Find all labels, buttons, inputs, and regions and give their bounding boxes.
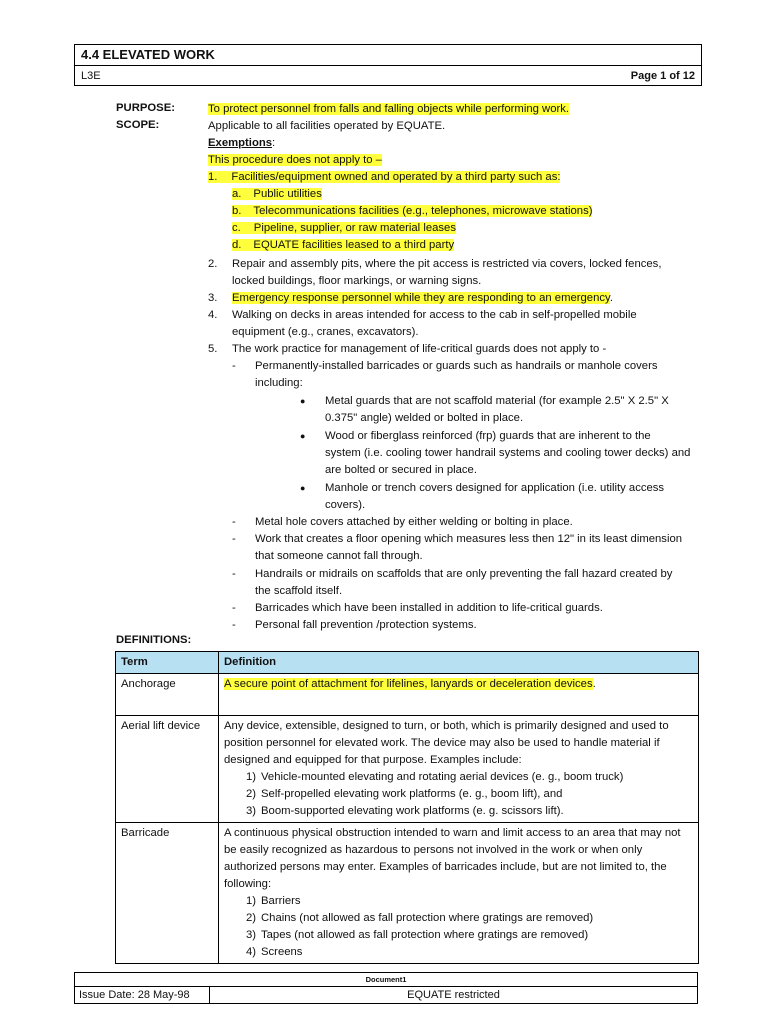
term-aerial-lift: Aerial lift device — [116, 716, 219, 823]
bullet-2-line3: are bolted or secured in place. — [325, 464, 477, 476]
bullet-1-line1: Metal guards that are not scaffold material (for example 2.5" X 2.5" X — [325, 395, 669, 407]
not-apply-text: This procedure does not apply to – — [208, 154, 382, 166]
bullet-icon: ● — [300, 396, 306, 406]
dash-symbol: - — [232, 516, 236, 528]
item-2-line2: locked buildings, floor markings, or warning signs. — [232, 275, 482, 287]
document-header — [74, 44, 702, 86]
bullet-2-line1: Wood or fiberglass reinforced (frp) guards that are inherent to the — [325, 430, 651, 442]
dash-symbol: - — [232, 568, 236, 580]
definition-barricade: A continuous physical obstruction intended to warn and limit access to an area that may not be easily recognized as hazardous to persons not involved in the work or when only authorized persons may enter. Examples of barricades include, but are not limited to, the following: — [224, 827, 681, 890]
definitions-table — [115, 651, 699, 964]
scope-text: Applicable to all facilities operated by EQUATE. — [208, 120, 446, 132]
term-barricade: Barricade — [116, 823, 219, 964]
sub-item-a: a. Public utilities — [232, 188, 322, 200]
purpose-label: PURPOSE: — [116, 102, 176, 114]
bullet-3-line1: Manhole or trench covers designed for application (i.e. utility access — [325, 482, 665, 494]
list-item: 2) Self-propelled elevating work platforms (e. g., boom lift), and — [246, 788, 563, 800]
item-2-line1: Repair and assembly pits, where the pit access is restricted via covers, locked fences, — [232, 258, 662, 270]
column-header-definition: Definition — [219, 652, 699, 674]
table-row — [116, 716, 699, 823]
dash-3-line2: that someone cannot fall through. — [255, 550, 423, 562]
list-item: 1) Barriers — [246, 895, 301, 907]
table-header-row — [116, 652, 699, 674]
sub-item-d: d. EQUATE facilities leased to a third party — [232, 239, 455, 251]
definition-anchorage: A secure point of attachment for lifelines, lanyards or deceleration devices — [224, 678, 593, 690]
table-row: Anchorage A secure point of attachment for lifelines, lanyards or deceleration devices. — [116, 674, 699, 716]
scope-label: SCOPE: — [116, 119, 160, 131]
dash-symbol: - — [232, 602, 236, 614]
purpose-text: To protect personnel from falls and falling objects while performing work. — [208, 103, 570, 115]
item-3: Emergency response personnel while they are responding to an emergency. — [232, 292, 613, 304]
list-item: 2) Chains (not allowed as fall protection where gratings are removed) — [246, 912, 594, 924]
list-item: 4) Screens — [246, 946, 303, 958]
bullet-1-line2: 0.375" angle) welded or bolted in place. — [325, 412, 524, 424]
exemptions-title: Exemptions — [208, 137, 273, 149]
list-item: 3) Boom-supported elevating work platforms (e. g. scissors lift). — [246, 805, 564, 817]
document-title: 4.4 ELEVATED WORK — [75, 45, 701, 66]
bullet-3-line2: covers). — [325, 499, 366, 511]
item-4-number: 4. — [208, 309, 218, 321]
list-item: 3) Tapes (not allowed as fall protection where gratings are removed) — [246, 929, 589, 941]
dash-2: Metal hole covers attached by either welding or bolting in place. — [255, 516, 573, 528]
dash-first-line2: including: — [255, 377, 303, 389]
column-header-term: Term — [116, 652, 219, 674]
item-2-number: 2. — [208, 258, 218, 270]
dash-4-line1: Handrails or midrails on scaffolds that are only preventing the fall hazard created by — [255, 568, 673, 580]
footer-document-name: Document1 — [75, 973, 697, 987]
item-4-line2: equipment (e.g., cranes, excavators). — [232, 326, 419, 338]
item-4-line1: Walking on decks in areas intended for access to the cab in self-propelled mobile — [232, 309, 637, 321]
item-3-number: 3. — [208, 292, 218, 304]
document-code: L3E — [81, 70, 101, 82]
sub-item-c: c. Pipeline, supplier, or raw material leases — [232, 222, 456, 234]
dash-symbol: - — [232, 533, 236, 545]
dash-first-line1: Permanently-installed barricades or guards such as handrails or manhole covers — [255, 360, 658, 372]
table-row — [116, 823, 699, 964]
definition-aerial-lift: Any device, extensible, designed to turn, or both, which is primarily designed and used to position personnel for elevated work. The device may also be used to handle material if designed and equipped for that purpose. Examples include: — [224, 720, 669, 766]
document-footer — [74, 972, 698, 1004]
item-5-number: 5. — [208, 343, 218, 355]
list-item: 1) Vehicle-mounted elevating and rotating aerial devices (e. g., boom truck) — [246, 771, 624, 783]
sub-item-b: b. Telecommunications facilities (e.g., telephones, microwave stations) — [232, 205, 593, 217]
dash-6: Personal fall prevention /protection systems. — [255, 619, 477, 631]
term-anchorage: Anchorage — [116, 674, 219, 716]
dash-symbol: - — [232, 619, 236, 631]
footer-issue-date: Issue Date: 28 May-98 — [75, 987, 210, 1003]
dash-4-line2: the scaffold itself. — [255, 585, 343, 597]
dash-5: Barricades which have been installed in addition to life-critical guards. — [255, 602, 603, 614]
bullet-2-line2: system (i.e. cooling tower handrail systems and cooling tower decks) and — [325, 447, 691, 459]
page-indicator: Page 1 of 12 — [630, 70, 695, 82]
bullet-icon: ● — [300, 431, 306, 441]
footer-classification: EQUATE restricted — [407, 989, 500, 1001]
bullet-icon: ● — [300, 483, 306, 493]
item-5-line1: The work practice for management of life-critical guards does not apply to - — [232, 343, 607, 355]
definitions-label: DEFINITIONS: — [116, 634, 192, 646]
dash-3-line1: Work that creates a floor opening which measures less then 12" in its least dimension — [255, 533, 683, 545]
dash-symbol: - — [232, 360, 236, 372]
item-1: 1. Facilities/equipment owned and operated by a third party such as: — [208, 171, 561, 183]
